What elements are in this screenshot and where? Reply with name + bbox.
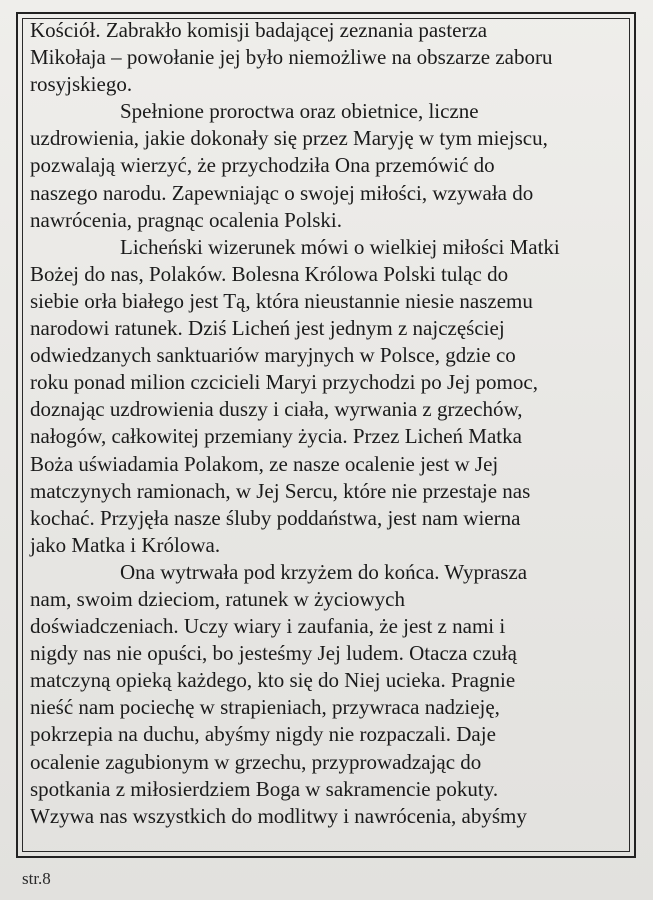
text-line: uzdrowienia, jakie dokonały się przez Maryję w tym miejscu,: [30, 126, 548, 151]
paragraph-start-line: Ona wytrwała pod krzyżem do końca. Wyprasza: [120, 559, 528, 584]
body-text: [30, 17, 615, 830]
text-line: nałogów, całkowitej przemiany życia. Przez Licheń Matka: [30, 424, 522, 449]
text-line: nigdy nas nie opuści, bo jesteśmy Jej ludem. Otacza czułą: [30, 641, 517, 666]
text-line: Bożej do nas, Polaków. Bolesna Królowa Polski tuląc do: [30, 261, 509, 286]
text-line: kochać. Przyjęła nasze śluby poddaństwa, jest nam wierna: [30, 505, 521, 530]
text-line: ocalenie zagubionym w grzechu, przyprowadzając do: [30, 749, 482, 774]
text-line: siebie orła białego jest Tą, która nieustannie niesie naszemu: [30, 288, 533, 313]
paragraph-start-line: Licheński wizerunek mówi o wielkiej miłości Matki: [120, 234, 560, 259]
text-line: Boża uświadamia Polakom, ze nasze ocalenie jest w Jej: [30, 451, 499, 476]
text-line: narodowi ratunek. Dziś Licheń jest jednym z najczęściej: [30, 316, 505, 341]
text-line: Kościół. Zabrakło komisji badającej zeznania pasterza: [30, 18, 488, 42]
text-line: spotkania z miłosierdziem Boga w sakramencie pokuty.: [30, 776, 499, 801]
text-line: rosyjskiego.: [30, 72, 133, 97]
text-line: Wzywa nas wszystkich do modlitwy i nawrócenia, abyśmy: [30, 803, 527, 828]
text-line: nieść nam pociechę w strapieniach, przywraca nadzieję,: [30, 695, 500, 720]
text-line: doświadczeniach. Uczy wiary i zaufania, że jest z nami i: [30, 614, 506, 639]
paragraph-start-line: Spełnione proroctwa oraz obietnice, liczne: [120, 99, 479, 124]
text-line: pozwalają wierzyć, że przychodziła Ona przemówić do: [30, 153, 495, 178]
text-line: matczynych ramionach, w Jej Sercu, które nie przestaje nas: [30, 478, 531, 503]
text-line: pokrzepia na duchu, abyśmy nigdy nie rozpaczali. Daje: [30, 722, 496, 747]
text-line: naszego narodu. Zapewniając o swojej miłości, wzywała do: [30, 180, 534, 205]
text-line: nawrócenia, pragnąc ocalenia Polski.: [30, 207, 342, 232]
text-line: odwiedzanych sanktuariów maryjnych w Polsce, gdzie co: [30, 343, 516, 368]
text-line: roku ponad milion czcicieli Maryi przychodzi po Jej pomoc,: [30, 370, 538, 395]
text-line: jako Matka i Królowa.: [30, 532, 221, 557]
page-number: str.8: [22, 869, 51, 888]
text-line: nam, swoim dzieciom, ratunek w życiowych: [30, 586, 405, 611]
text-line: doznając uzdrowienia duszy i ciała, wyrwania z grzechów,: [30, 397, 523, 422]
text-line: Mikołaja – powołanie jej było niemożliwe na obszarze zaboru: [30, 45, 553, 70]
text-line: matczyną opieką każdego, kto się do Niej ucieka. Pragnie: [30, 668, 516, 693]
